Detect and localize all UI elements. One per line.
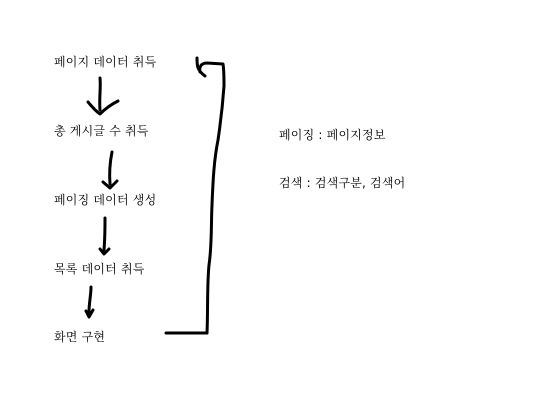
arrow-step2-to-step3 <box>103 152 117 188</box>
arrow-step3-to-step4 <box>100 218 109 254</box>
step-fetch-list-data: 목록 데이터 취득 <box>54 262 145 276</box>
arrow-step4-to-step5 <box>86 287 93 317</box>
loop-back-arrow <box>166 58 224 333</box>
arrow-step1-to-step2 <box>88 78 118 114</box>
note-search: 검색 : 검색구분, 검색어 <box>279 176 406 190</box>
note-paging: 페이징 : 페이지정보 <box>279 128 386 142</box>
step-create-paging-data: 페이징 데이터 생성 <box>54 193 157 207</box>
step-fetch-page-data: 페이지 데이터 취득 <box>54 55 157 69</box>
step-fetch-total-post-count: 총 게시글 수 취득 <box>54 124 149 138</box>
step-render-screen: 화면 구현 <box>54 330 106 344</box>
